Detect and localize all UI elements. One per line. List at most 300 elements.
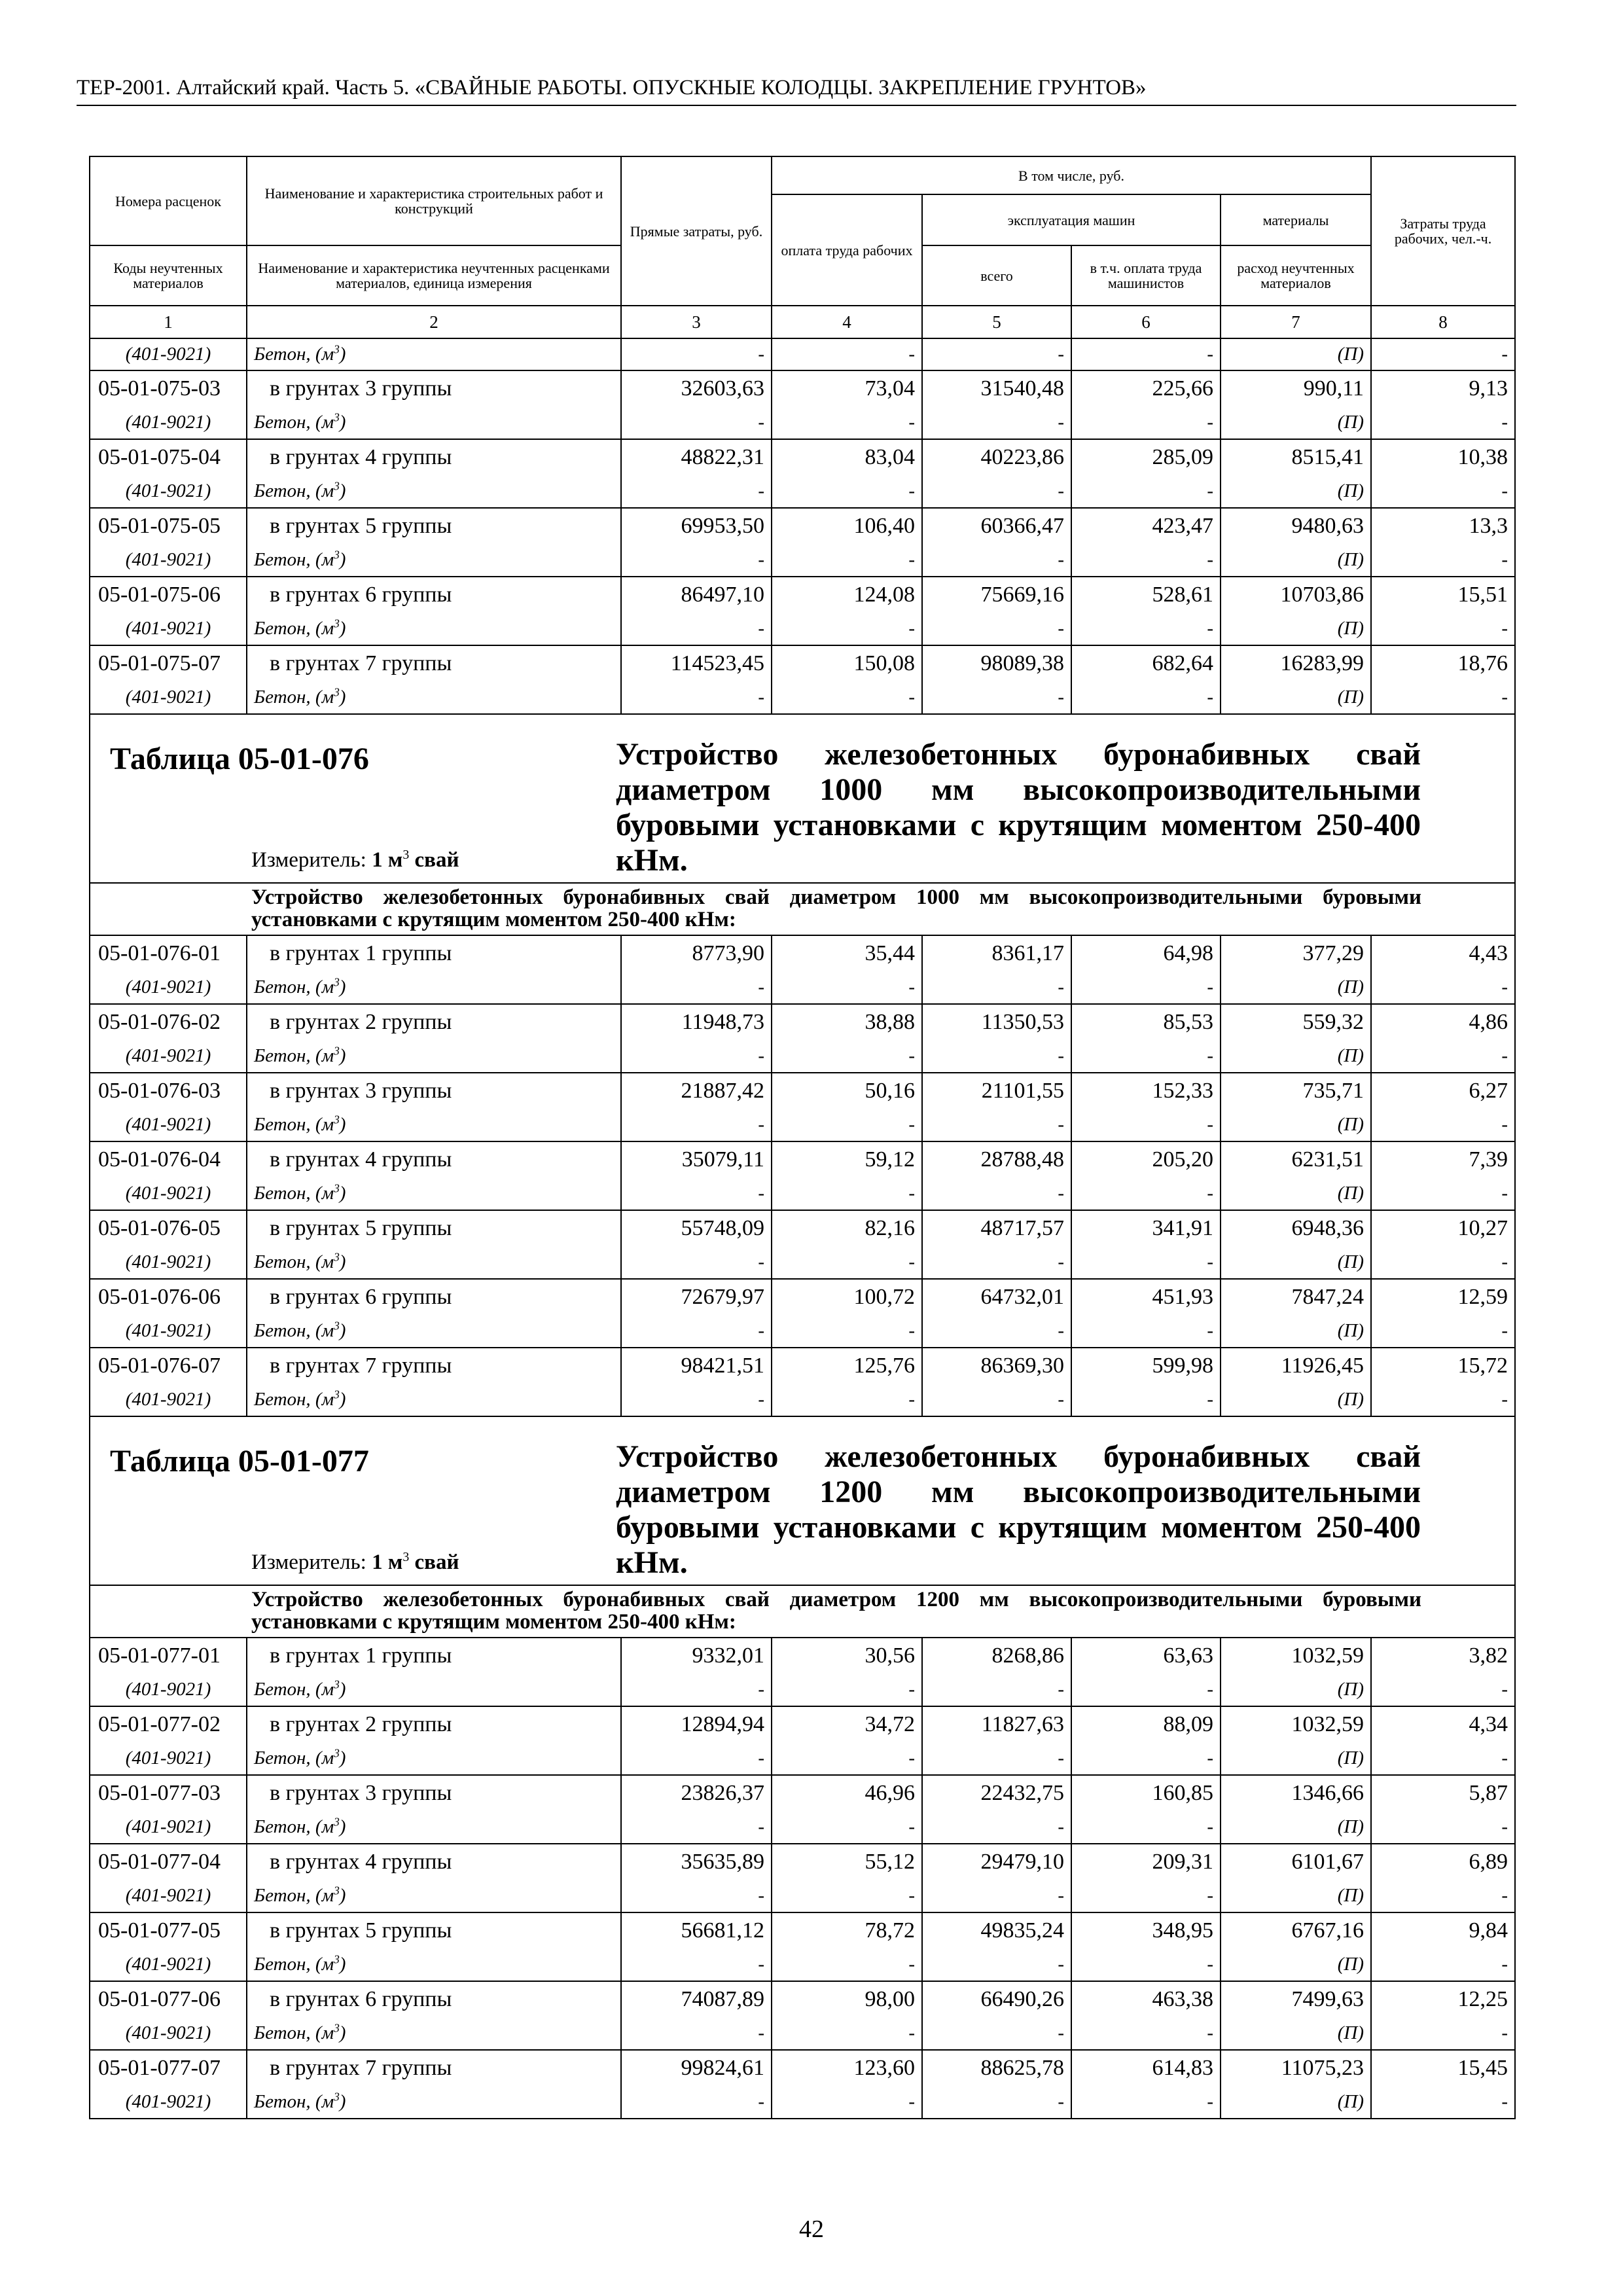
rate-row: [90, 1210, 1515, 1247]
worker-pay: 98,00: [772, 1981, 922, 2018]
material-code: (401-9021): [90, 545, 247, 577]
rate-row: [90, 1775, 1515, 1812]
material-name-close: ): [339, 1679, 346, 1700]
dash-cell: -: [922, 1041, 1071, 1073]
rate-name: в грунтах 7 группы: [247, 2050, 621, 2087]
direct-costs: 11948,73: [621, 1004, 772, 1041]
measure-superscript: 3: [402, 1550, 410, 1564]
dash-cell: -: [1071, 1109, 1221, 1141]
rate-name: в грунтах 6 группы: [247, 1279, 621, 1316]
machinist-pay: 205,20: [1071, 1141, 1221, 1178]
material-name-close: ): [339, 1183, 346, 1204]
dash-cell: -: [621, 2087, 772, 2119]
labor-hours: 15,51: [1371, 577, 1515, 613]
rate-row: [90, 935, 1515, 972]
worker-pay: 83,04: [772, 439, 922, 476]
dash-cell: -: [621, 1178, 772, 1210]
table-caption-row: [90, 1416, 1515, 1585]
unit-superscript: 3: [334, 1113, 340, 1126]
material-costs: 16283,99: [1221, 645, 1371, 682]
table-caption: [90, 714, 1515, 883]
column-number: 8: [1371, 306, 1515, 338]
dash-cell: -: [772, 407, 922, 439]
material-costs: 11926,45: [1221, 1348, 1371, 1384]
material-name-text: Бетон, (м: [254, 1251, 334, 1272]
measure-unit-text: свай: [414, 848, 459, 872]
material-name: [247, 338, 621, 370]
machinist-pay: 614,83: [1071, 2050, 1221, 2087]
dash-cell: -: [1071, 1316, 1221, 1348]
material-name-close: ): [339, 549, 346, 570]
material-mark: (П): [1221, 2018, 1371, 2050]
dash-cell: -: [621, 972, 772, 1004]
material-name-close: ): [339, 1748, 346, 1768]
header-machines-total: всего: [922, 245, 1071, 306]
worker-pay: 82,16: [772, 1210, 922, 1247]
material-name: [247, 1247, 621, 1279]
machinist-pay: 463,38: [1071, 1981, 1221, 2018]
worker-pay: 100,72: [772, 1279, 922, 1316]
material-mark: (П): [1221, 1041, 1371, 1073]
unit-superscript: 3: [334, 2021, 340, 2035]
machinist-pay: 88,09: [1071, 1706, 1221, 1743]
machine-costs: 98089,38: [922, 645, 1071, 682]
machine-costs: 60366,47: [922, 508, 1071, 545]
table-number: Таблица 05-01-076: [110, 742, 369, 776]
header-including: В том числе, руб.: [772, 156, 1371, 194]
material-name-close: ): [339, 1114, 346, 1135]
labor-hours: 7,39: [1371, 1141, 1515, 1178]
dash-cell: -: [1371, 407, 1515, 439]
material-code: (401-9021): [90, 338, 247, 370]
rate-name: в грунтах 4 группы: [247, 1844, 621, 1880]
material-name-close: ): [339, 1954, 346, 1975]
dash-cell: -: [1371, 1743, 1515, 1775]
unit-superscript: 3: [334, 1181, 340, 1195]
material-subrow: [90, 682, 1515, 714]
dash-cell: -: [922, 1178, 1071, 1210]
dash-cell: -: [922, 338, 1071, 370]
material-subrow: [90, 1812, 1515, 1844]
dash-cell: -: [772, 476, 922, 508]
worker-pay: 34,72: [772, 1706, 922, 1743]
worker-pay: 78,72: [772, 1912, 922, 1949]
material-mark: (П): [1221, 1674, 1371, 1706]
material-name: [247, 1880, 621, 1912]
material-costs: 7499,63: [1221, 1981, 1371, 2018]
machine-costs: 88625,78: [922, 2050, 1071, 2087]
worker-pay: 55,12: [772, 1844, 922, 1880]
dash-cell: -: [772, 1247, 922, 1279]
material-name-close: ): [339, 687, 346, 708]
rate-row: [90, 1844, 1515, 1880]
direct-costs: 21887,42: [621, 1073, 772, 1109]
material-code: (401-9021): [90, 682, 247, 714]
rate-name: в грунтах 4 группы: [247, 439, 621, 476]
material-name-text: Бетон, (м: [254, 1183, 334, 1204]
page-number: 42: [799, 2215, 824, 2243]
material-name-text: Бетон, (м: [254, 412, 334, 433]
unit-superscript: 3: [334, 548, 340, 562]
material-name: [247, 1949, 621, 1981]
material-name-text: Бетон, (м: [254, 549, 334, 570]
material-name-text: Бетон, (м: [254, 977, 334, 997]
rate-code: 05-01-077-07: [90, 2050, 247, 2087]
rate-code: 05-01-076-01: [90, 935, 247, 972]
material-name-close: ): [339, 480, 346, 501]
material-name-close: ): [339, 1320, 346, 1341]
direct-costs: 86497,10: [621, 577, 772, 613]
material-name-close: ): [339, 618, 346, 639]
rate-code: 05-01-077-02: [90, 1706, 247, 1743]
material-name-close: ): [339, 2022, 346, 2043]
dash-cell: -: [1371, 682, 1515, 714]
material-name-close: ): [339, 2091, 346, 2112]
unit-superscript: 3: [334, 1815, 340, 1829]
material-name-text: Бетон, (м: [254, 1389, 334, 1410]
dash-cell: -: [1371, 2018, 1515, 2050]
dash-cell: -: [772, 545, 922, 577]
material-mark: (П): [1221, 1743, 1371, 1775]
material-subrow: [90, 1384, 1515, 1416]
unit-superscript: 3: [334, 1388, 340, 1401]
dash-cell: -: [621, 1880, 772, 1912]
material-costs: 1032,59: [1221, 1638, 1371, 1674]
rate-name: в грунтах 2 группы: [247, 1706, 621, 1743]
unit-superscript: 3: [334, 975, 340, 989]
rate-code: 05-01-075-03: [90, 370, 247, 407]
labor-hours: 6,27: [1371, 1073, 1515, 1109]
dash-cell: -: [922, 1674, 1071, 1706]
header-material-codes: Коды неучтенных материалов: [90, 245, 247, 306]
dash-cell: -: [621, 476, 772, 508]
rate-name: в грунтах 5 группы: [247, 1210, 621, 1247]
machinist-pay: 285,09: [1071, 439, 1221, 476]
dash-cell: -: [922, 2018, 1071, 2050]
material-name-close: ): [339, 977, 346, 997]
rate-name: в грунтах 4 группы: [247, 1141, 621, 1178]
header-machine-operation: эксплуатация машин: [922, 194, 1221, 245]
column-number: 5: [922, 306, 1071, 338]
material-name-text: Бетон, (м: [254, 1679, 334, 1700]
dash-cell: -: [922, 1949, 1071, 1981]
dash-cell: -: [1071, 1041, 1221, 1073]
direct-costs: 98421,51: [621, 1348, 772, 1384]
material-mark: (П): [1221, 613, 1371, 645]
material-name: [247, 1041, 621, 1073]
material-name: [247, 972, 621, 1004]
rate-row: [90, 1141, 1515, 1178]
measure-label: Измеритель:: [251, 848, 366, 872]
dash-cell: -: [772, 1880, 922, 1912]
dash-cell: -: [772, 2087, 922, 2119]
machinist-pay: 152,33: [1071, 1073, 1221, 1109]
dash-cell: -: [772, 338, 922, 370]
material-name-close: ): [339, 1251, 346, 1272]
dash-cell: -: [922, 1384, 1071, 1416]
unit-superscript: 3: [334, 685, 340, 699]
material-name-text: Бетон, (м: [254, 1045, 334, 1066]
worker-pay: 123,60: [772, 2050, 922, 2087]
machine-costs: 31540,48: [922, 370, 1071, 407]
rate-code: 05-01-076-06: [90, 1279, 247, 1316]
machinist-pay: 64,98: [1071, 935, 1221, 972]
labor-hours: 5,87: [1371, 1775, 1515, 1812]
header-machinist-pay: в т.ч. оплата труда машинистов: [1071, 245, 1221, 306]
rate-name: в грунтах 5 группы: [247, 1912, 621, 1949]
section-description: Устройство железобетонных буронабивных свай диаметром 1200 мм высокопроизводительными буровыми установками с крутящим моментом 250-400 кНм:: [90, 1585, 1515, 1638]
rate-name: в грунтах 7 группы: [247, 645, 621, 682]
dash-cell: -: [772, 1743, 922, 1775]
section-description-row: [90, 1585, 1515, 1638]
material-code: (401-9021): [90, 1880, 247, 1912]
material-name: [247, 407, 621, 439]
dash-cell: -: [1071, 1384, 1221, 1416]
material-subrow: [90, 1880, 1515, 1912]
column-number: 7: [1221, 306, 1371, 338]
material-mark: (П): [1221, 1812, 1371, 1844]
labor-hours: 10,27: [1371, 1210, 1515, 1247]
machine-costs: 86369,30: [922, 1348, 1071, 1384]
rate-code: 05-01-076-03: [90, 1073, 247, 1109]
dash-cell: -: [1071, 1812, 1221, 1844]
dash-cell: -: [1371, 1812, 1515, 1844]
material-mark: (П): [1221, 476, 1371, 508]
machinist-pay: 682,64: [1071, 645, 1221, 682]
header-direct-costs: Прямые затраты, руб.: [621, 156, 772, 306]
rate-row: [90, 1279, 1515, 1316]
dash-cell: -: [1371, 1880, 1515, 1912]
material-subrow: [90, 1674, 1515, 1706]
dash-cell: -: [621, 407, 772, 439]
worker-pay: 38,88: [772, 1004, 922, 1041]
machinist-pay: 63,63: [1071, 1638, 1221, 1674]
worker-pay: 30,56: [772, 1638, 922, 1674]
material-subrow: [90, 613, 1515, 645]
labor-hours: 6,89: [1371, 1844, 1515, 1880]
machine-costs: 28788,48: [922, 1141, 1071, 1178]
measure-unit: [251, 848, 459, 872]
dash-cell: -: [772, 682, 922, 714]
material-costs: 11075,23: [1221, 2050, 1371, 2087]
worker-pay: 35,44: [772, 935, 922, 972]
labor-hours: 9,13: [1371, 370, 1515, 407]
dash-cell: -: [1371, 1384, 1515, 1416]
dash-cell: -: [621, 1812, 772, 1844]
rate-row: [90, 1073, 1515, 1109]
dash-cell: -: [1371, 338, 1515, 370]
labor-hours: 3,82: [1371, 1638, 1515, 1674]
section-description: Устройство железобетонных буронабивных свай диаметром 1000 мм высокопроизводительными буровыми установками с крутящим моментом 250-400 кНм:: [90, 883, 1515, 935]
rate-code: 05-01-077-03: [90, 1775, 247, 1812]
dash-cell: -: [621, 2018, 772, 2050]
dash-cell: -: [922, 1880, 1071, 1912]
material-code: (401-9021): [90, 1384, 247, 1416]
material-costs: 559,32: [1221, 1004, 1371, 1041]
material-code: (401-9021): [90, 2018, 247, 2050]
worker-pay: 124,08: [772, 577, 922, 613]
dash-cell: -: [1371, 1247, 1515, 1279]
dash-cell: -: [1071, 2087, 1221, 2119]
direct-costs: 32603,63: [621, 370, 772, 407]
rate-code: 05-01-076-02: [90, 1004, 247, 1041]
material-mark: (П): [1221, 682, 1371, 714]
rate-row: [90, 1706, 1515, 1743]
material-mark: (П): [1221, 1316, 1371, 1348]
dash-cell: -: [621, 1384, 772, 1416]
direct-costs: 9332,01: [621, 1638, 772, 1674]
dash-cell: -: [1071, 1674, 1221, 1706]
material-costs: 6231,51: [1221, 1141, 1371, 1178]
material-name-close: ): [339, 412, 346, 433]
material-mark: (П): [1221, 1178, 1371, 1210]
rate-name: в грунтах 3 группы: [247, 1775, 621, 1812]
rate-code: 05-01-075-06: [90, 577, 247, 613]
material-name-text: Бетон, (м: [254, 1114, 334, 1135]
unit-superscript: 3: [334, 1746, 340, 1760]
material-name: [247, 1384, 621, 1416]
dash-cell: -: [1371, 1949, 1515, 1981]
column-number: 6: [1071, 306, 1221, 338]
measure-value: 1 м: [372, 848, 403, 872]
dash-cell: -: [1071, 1880, 1221, 1912]
rate-name: в грунтах 1 группы: [247, 1638, 621, 1674]
material-name-text: Бетон, (м: [254, 687, 334, 708]
material-name-close: ): [339, 344, 346, 365]
rate-name: в грунтах 5 группы: [247, 508, 621, 545]
material-mark: (П): [1221, 1247, 1371, 1279]
worker-pay: 50,16: [772, 1073, 922, 1109]
machine-costs: 22432,75: [922, 1775, 1071, 1812]
dash-cell: -: [1071, 1949, 1221, 1981]
direct-costs: 72679,97: [621, 1279, 772, 1316]
dash-cell: -: [621, 682, 772, 714]
material-name-close: ): [339, 1885, 346, 1906]
material-name: [247, 2087, 621, 2119]
dash-cell: -: [772, 1812, 922, 1844]
measure-label: Измеритель:: [251, 1551, 366, 1574]
direct-costs: 8773,90: [621, 935, 772, 972]
direct-costs: 56681,12: [621, 1912, 772, 1949]
dash-cell: -: [1071, 613, 1221, 645]
machinist-pay: 451,93: [1071, 1279, 1221, 1316]
rate-name: в грунтах 2 группы: [247, 1004, 621, 1041]
material-costs: 10703,86: [1221, 577, 1371, 613]
machine-costs: 49835,24: [922, 1912, 1071, 1949]
labor-hours: 12,25: [1371, 1981, 1515, 2018]
machine-costs: 64732,01: [922, 1279, 1071, 1316]
unit-superscript: 3: [334, 1952, 340, 1966]
material-subrow: [90, 972, 1515, 1004]
measure-superscript: 3: [402, 848, 410, 862]
rate-code: 05-01-077-01: [90, 1638, 247, 1674]
rate-code: 05-01-077-06: [90, 1981, 247, 2018]
material-name: [247, 545, 621, 577]
rate-row: [90, 2050, 1515, 2087]
dash-cell: -: [1071, 1743, 1221, 1775]
dash-cell: -: [772, 1178, 922, 1210]
material-subrow: [90, 1949, 1515, 1981]
dash-cell: -: [621, 1674, 772, 1706]
header-labor-hours: Затраты труда рабочих, чел.-ч.: [1371, 156, 1515, 306]
material-name: [247, 1316, 621, 1348]
material-mark: (П): [1221, 2087, 1371, 2119]
material-subrow: [90, 476, 1515, 508]
dash-cell: -: [1071, 2018, 1221, 2050]
table-title: Устройство железобетонных буронабивных свай диаметром 1200 мм высокопроизводительными буровыми установками с крутящим моментом 250-400 кНм.: [616, 1439, 1421, 1580]
dash-cell: -: [621, 1743, 772, 1775]
dash-cell: -: [1371, 1178, 1515, 1210]
material-mark: (П): [1221, 1109, 1371, 1141]
dash-cell: -: [621, 545, 772, 577]
header-work-name: Наименование и характеристика строительных работ и конструкций: [247, 156, 621, 245]
dash-cell: -: [772, 1109, 922, 1141]
dash-cell: -: [1371, 972, 1515, 1004]
unit-superscript: 3: [334, 1677, 340, 1691]
material-code: (401-9021): [90, 1949, 247, 1981]
rate-code: 05-01-076-04: [90, 1141, 247, 1178]
dash-cell: -: [1371, 545, 1515, 577]
header-rate-numbers: Номера расценок: [90, 156, 247, 245]
material-mark: (П): [1221, 338, 1371, 370]
dash-cell: -: [1371, 1041, 1515, 1073]
section-description-row: [90, 883, 1515, 935]
dash-cell: -: [922, 1109, 1071, 1141]
direct-costs: 48822,31: [621, 439, 772, 476]
unit-superscript: 3: [334, 342, 340, 356]
labor-hours: 4,43: [1371, 935, 1515, 972]
machine-costs: 66490,26: [922, 1981, 1071, 2018]
dash-cell: -: [772, 972, 922, 1004]
material-code: (401-9021): [90, 1109, 247, 1141]
dash-cell: -: [772, 1949, 922, 1981]
rate-row: [90, 370, 1515, 407]
unit-superscript: 3: [334, 479, 340, 493]
labor-hours: 10,38: [1371, 439, 1515, 476]
rate-name: в грунтах 3 группы: [247, 370, 621, 407]
direct-costs: 99824,61: [621, 2050, 772, 2087]
material-code: (401-9021): [90, 613, 247, 645]
worker-pay: 106,40: [772, 508, 922, 545]
dash-cell: -: [621, 338, 772, 370]
header-materials: материалы: [1221, 194, 1371, 245]
machine-costs: 40223,86: [922, 439, 1071, 476]
column-number: 2: [247, 306, 621, 338]
material-name: [247, 1743, 621, 1775]
worker-pay: 125,76: [772, 1348, 922, 1384]
material-costs: 7847,24: [1221, 1279, 1371, 1316]
direct-costs: 114523,45: [621, 645, 772, 682]
direct-costs: 12894,94: [621, 1706, 772, 1743]
dash-cell: -: [621, 613, 772, 645]
material-mark: (П): [1221, 972, 1371, 1004]
machinist-pay: 209,31: [1071, 1844, 1221, 1880]
dash-cell: -: [772, 1384, 922, 1416]
worker-pay: 59,12: [772, 1141, 922, 1178]
material-costs: 1032,59: [1221, 1706, 1371, 1743]
material-code: (401-9021): [90, 1743, 247, 1775]
machine-costs: 21101,55: [922, 1073, 1071, 1109]
dash-cell: -: [922, 476, 1071, 508]
rate-code: 05-01-077-04: [90, 1844, 247, 1880]
material-code: (401-9021): [90, 1178, 247, 1210]
direct-costs: 69953,50: [621, 508, 772, 545]
material-name-text: Бетон, (м: [254, 480, 334, 501]
table-caption: [90, 1416, 1515, 1585]
dash-cell: -: [1071, 972, 1221, 1004]
direct-costs: 74087,89: [621, 1981, 772, 2018]
material-subrow: [90, 2018, 1515, 2050]
